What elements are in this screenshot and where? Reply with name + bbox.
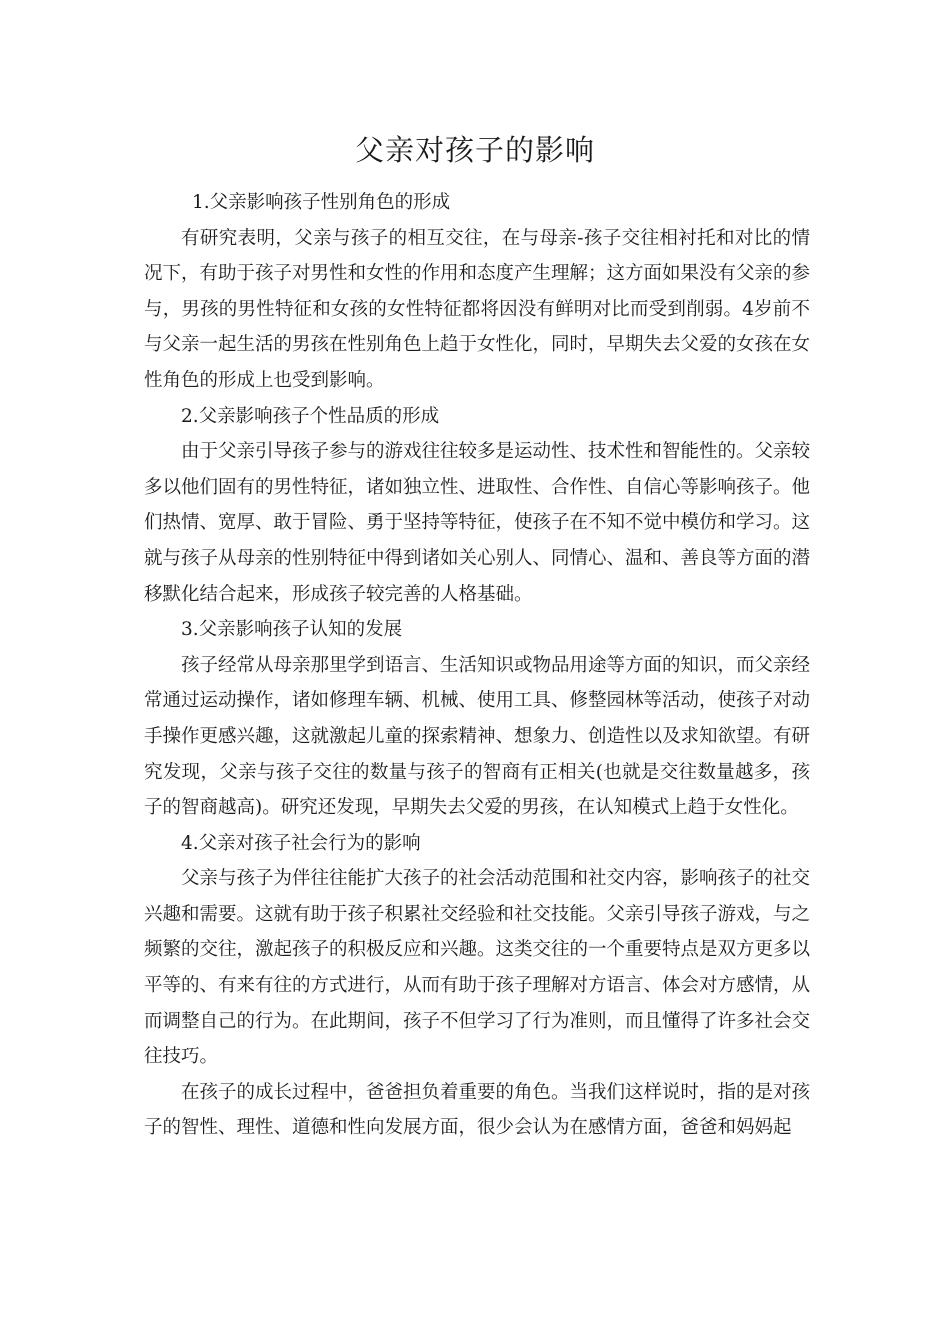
closing-paragraph: 在孩子的成长过程中，爸爸担负着重要的角色。当我们这样说时，指的是对孩子的智性、理性、道德和性向发展方面，很少会认为在感情方面，爸爸和妈妈起 (144, 1081, 811, 1139)
section-paragraph-1: 有研究表明，父亲与孩子的相互交往，在与母亲-孩子交往相衬托和对比的情况下，有助于孩子对男性和女性的作用和态度产生理解；这方面如果没有父亲的参与，男孩的男性特征和女孩的女性特征都将因没有鲜明对比而受到削弱。4岁前不与父亲一起生活的男孩在性别角色上趋于女性化，同时，早期失去父爱的女孩在女性角色的形成上也受到影响。 (144, 227, 811, 391)
section-heading-4: 4.父亲对孩子社会行为的影响 (181, 832, 421, 854)
document-body (144, 185, 810, 1146)
document-title: 父亲对孩子的影响 (354, 133, 595, 167)
section-paragraph-2: 由于父亲引导孩子参与的游戏往往较多是运动性、技术性和智能性的。父亲较多以他们固有的男性特征，诸如独立性、进取性、合作性、自信心等影响孩子。他们热情、宽厚、敢于冒险、勇于坚持等特征，使孩子在不知不觉中模仿和学习。这就与孩子从母亲的性别特征中得到诸如关心别人、同情心、温和、善良等方面的潜移默化结合起来，形成孩子较完善的人格基础。 (144, 441, 811, 605)
section-paragraph-4: 父亲与孩子为伴往往能扩大孩子的社会活动范围和社交内容，影响孩子的社交兴趣和需要。这就有助于孩子积累社交经验和社交技能。父亲引导孩子游戏，与之频繁的交往，激起孩子的积极反应和兴趣。这类交往的一个重要特点是双方更多以平等的、有来有往的方式进行，从而有助于孩子理解对方语言、体会对方感情，从而调整自己的行为。在此期间，孩子不但学习了行为准则，而且懂得了许多社会交往技巧。 (144, 868, 811, 1068)
section-paragraph-3: 孩子经常从母亲那里学到语言、生活知识或物品用途等方面的知识，而父亲经常通过运动操作，诸如修理车辆、机械、使用工具、修整园林等活动，使孩子对动手操作更感兴趣，这就激起儿童的探索精神、想象力、创造性以及求知欲望。有研究发现，父亲与孩子交往的数量与孩子的智商有正相关(也就是交往数量越多，孩子的智商越高)。研究还发现，早期失去父爱的男孩，在认知模式上趋于女性化。 (144, 654, 811, 819)
section-heading-3: 3.父亲影响孩子认知的发展 (181, 619, 403, 641)
section-heading-1: 1.父亲影响孩子性别角色的形成 (192, 192, 451, 213)
section-heading-2: 2.父亲影响孩子个性品质的形成 (181, 405, 440, 427)
